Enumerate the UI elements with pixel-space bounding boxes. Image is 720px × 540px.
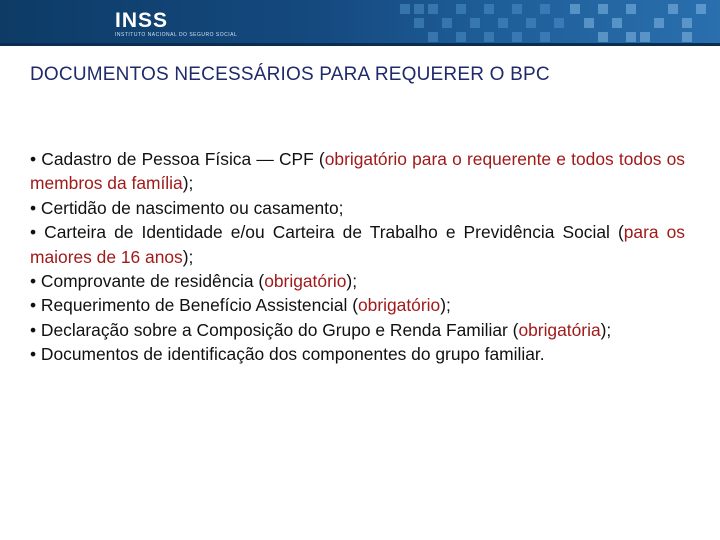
list-item: • Documentos de identificação dos componentes do grupo familiar.: [30, 344, 545, 365]
list-item: • Cadastro de Pessoa Física — CPF (obrigatório para o requerente e todos todos os membros da família);: [30, 149, 686, 194]
list-item: • Certidão de nascimento ou casamento;: [30, 197, 344, 218]
list-item: • Comprovante de residência (obrigatório);: [30, 271, 358, 292]
header-banner: [0, 0, 720, 46]
list-item: • Carteira de Identidade e/ou Carteira de Trabalho e Previdência Social (para os maiores de 16 anos);: [30, 222, 685, 267]
inss-logo: INSS: [115, 9, 169, 32]
logo-subtitle: INSTITUTO NACIONAL DO SEGURO SOCIAL: [115, 32, 238, 38]
header-pattern: [390, 0, 720, 46]
list-item: • Requerimento de Benefício Assistencial (obrigatório);: [30, 295, 451, 316]
document-list: [30, 147, 685, 367]
page-title: DOCUMENTOS NECESSÁRIOS PARA REQUERER O BPC: [30, 64, 550, 85]
list-item: • Declaração sobre a Composição do Grupo e Renda Familiar (obrigatória);: [30, 319, 612, 340]
